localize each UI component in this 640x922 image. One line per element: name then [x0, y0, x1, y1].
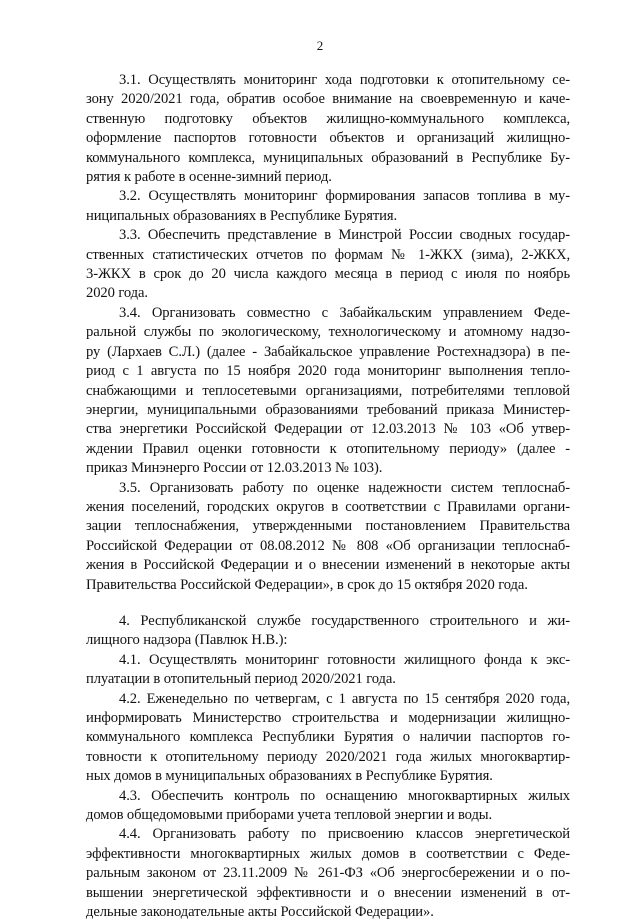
text-line: рятия к работе в осенне-зимний период.	[86, 169, 332, 186]
paragraph-p4-2	[86, 690, 570, 787]
paragraph-p3-4	[86, 304, 570, 479]
paragraph-p3-1	[86, 71, 570, 187]
text-line: 2020 года.	[86, 285, 148, 302]
paragraph-gap	[86, 595, 570, 612]
text-line: Российской Федерации от 08.08.2012 № 808 «Об организации теплоснаб-	[86, 537, 570, 554]
text-line: приказ Минэнерго России от 12.03.2013 № 103).	[86, 460, 383, 477]
text-line: ных домов в муниципальных образованиях в Республике Бурятия.	[86, 768, 493, 785]
text-line: 3.1. Осуществлять мониторинг хода подготовки к отопительному се-	[119, 72, 570, 88]
text-line: 3.4. Организовать совместно с Забайкальским управлением Феде-	[119, 304, 570, 321]
document-body	[86, 71, 570, 922]
text-line: ру (Лархаев С.Л.) (далее - Забайкальское управление Ростехнадзора) в пе-	[86, 343, 570, 360]
page-number: 2	[316, 38, 324, 53]
text-line: зону 2020/2021 года, обратив особое внимание на своевременную и каче-	[86, 91, 570, 108]
text-line: ральной службы по экологическому, технологическому и атомному надзо-	[86, 324, 570, 341]
text-line: ства энергетики Российской Федерации от 12.03.2013 № 103 «Об утвер-	[86, 421, 570, 438]
paragraph-p3-5	[86, 479, 570, 595]
text-line: 4.1. Осуществлять мониторинг готовности жилищного фонда к экс-	[119, 651, 570, 668]
text-line: энергии, муниципальными образованиями требований приказа Министер-	[86, 401, 570, 418]
text-line: 4.4. Организовать работу по присвоению классов энергетической	[119, 826, 570, 843]
paragraph-p4-1	[86, 651, 570, 690]
text-line: снабжающими и теплосетевыми организациями, потребителями тепловой	[86, 382, 570, 399]
text-line: лищного надзора (Павлюк Н.В.):	[86, 632, 288, 649]
text-line: 3.2. Осуществлять мониторинг формирования запасов топлива в му-	[119, 188, 570, 205]
text-line: 3.3. Обеспечить представление в Минстрой России сводных государ-	[119, 227, 570, 244]
text-line: ждении Правил оценки готовности к отопительному периоду» (далее -	[86, 440, 570, 457]
text-line: 3-ЖКХ в срок до 20 числа каждого месяца в период с июля по ноябрь	[86, 266, 570, 283]
text-line: жения поселений, городских округов в соответствии с Правилами органи-	[86, 498, 570, 515]
text-line: зации теплоснабжения, утвержденными постановлением Правительства	[86, 518, 570, 535]
text-line: жения в Российской Федерации и о внесении изменений в некоторые акты	[86, 557, 570, 574]
text-line: ственных статистических отчетов по формам № 1-ЖКХ (зима), 2-ЖКХ,	[86, 246, 570, 263]
text-line: 3.5. Организовать работу по оценке надежности систем теплоснаб-	[119, 479, 570, 496]
text-line: вышении энергетической эффективности и о внесении изменений в от-	[86, 884, 570, 901]
paragraph-p3-3	[86, 226, 570, 304]
paragraph-p4-4	[86, 825, 570, 922]
text-line: товности к отопительному периоду 2020/2021 года жилых многоквартир-	[86, 748, 570, 765]
paragraph-p3-2	[86, 187, 570, 226]
paragraph-p4-3	[86, 787, 570, 826]
text-line: 4.3. Обеспечить контроль по оснащению многоквартирных жилых	[119, 787, 570, 804]
text-line: риод с 1 августа по 15 ноября 2020 года мониторинг выполнения тепло-	[86, 363, 570, 380]
text-line: оформление паспортов готовности объектов и организаций жилищно-	[86, 130, 570, 147]
text-line: дельные законодательные акты Российской Федерации».	[86, 904, 434, 921]
text-line: 4.2. Еженедельно по четвергам, с 1 августа по 15 сентября 2020 года,	[119, 690, 570, 707]
text-line: информировать Министерство строительства и модернизации жилищно-	[86, 710, 570, 726]
paragraph-p4	[86, 612, 570, 651]
text-line: домов общедомовыми приборами учета тепловой энергии и воды.	[86, 807, 493, 824]
text-line: ственную подготовку объектов жилищно-коммунального комплекса,	[86, 110, 570, 127]
text-line: эффективности многоквартирных жилых домов в соответствии с Феде-	[86, 845, 570, 862]
text-line: коммунального комплекса, муниципальных образований в Республике Бу-	[86, 149, 570, 166]
text-line: коммунального комплекса Республики Бурятия о наличии паспортов го-	[86, 729, 570, 746]
text-line: ниципальных образованиях в Республике Бурятия.	[86, 207, 398, 224]
text-line: плуатации в отопительный период 2020/2021 года.	[86, 671, 396, 688]
text-line: ральным законом от 23.11.2009 № 261-ФЗ «Об энергосбережении и о по-	[86, 865, 570, 882]
text-line: Правительства Российской Федерации», в срок до 15 октября 2020 года.	[86, 576, 528, 593]
text-line: 4. Республиканской службе государственного строительного и жи-	[119, 612, 570, 629]
